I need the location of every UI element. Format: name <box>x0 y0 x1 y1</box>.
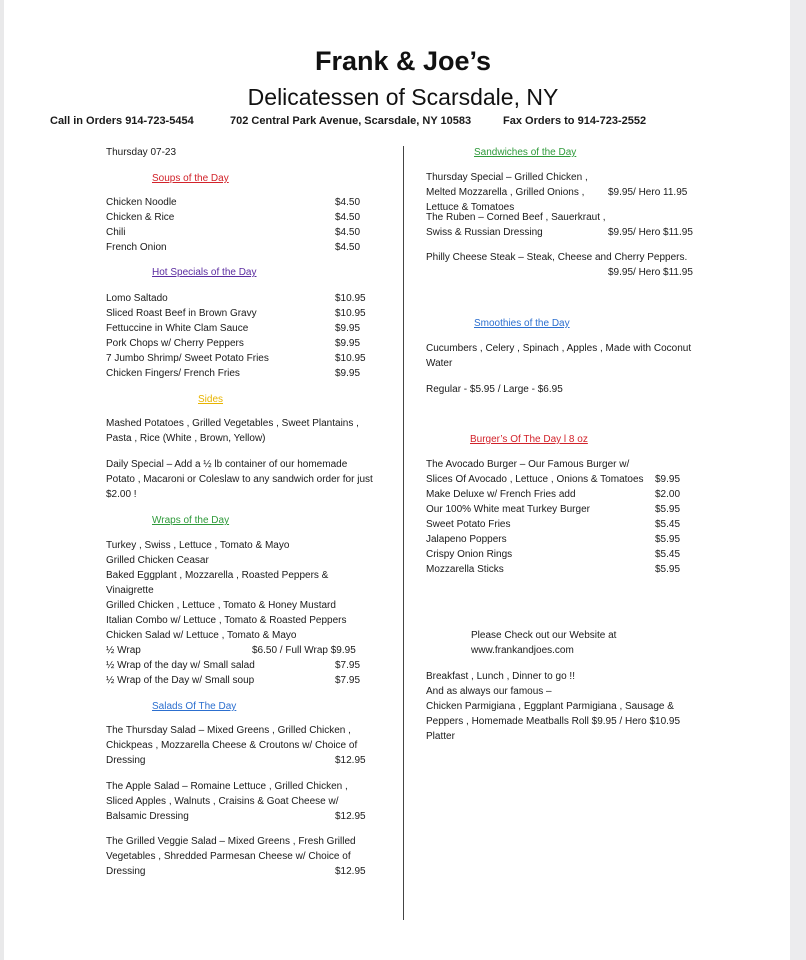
call-in-orders: Call in Orders 914-723-5454 <box>50 115 194 127</box>
special-price: $9.95 <box>335 368 361 379</box>
sandwich-item: Philly Cheese Steak – Steak, Cheese and Cherry Peppers. <box>426 252 688 263</box>
special-price: $10.95 <box>335 353 366 364</box>
footer-line: And as always our famous – <box>426 686 552 697</box>
special-item: Sliced Roast Beef in Brown Gravy <box>106 308 257 319</box>
sandwich-price: $9.95/ Hero 11.95 <box>608 187 688 198</box>
website-prompt: Please Check out our Website at <box>471 630 617 641</box>
page-edge <box>790 0 806 960</box>
burger-price: $5.95 <box>655 564 681 575</box>
burger-item: Mozzarella Sticks <box>426 564 504 575</box>
salad-item: The Grilled Veggie Salad – Mixed Greens , Fresh Grilled Vegetables , Shredded Parmesan Cheese w/ Choice of Dressing <box>106 836 356 877</box>
smoothies-price: Regular - $5.95 / Large - $6.95 <box>426 384 563 395</box>
salad-price: $12.95 <box>335 811 366 822</box>
wrap-item: Grilled Chicken , Lettuce , Tomato & Honey Mustard <box>106 600 336 611</box>
burger-price: $5.45 <box>655 519 681 530</box>
burger-item: Jalapeno Poppers <box>426 534 507 545</box>
wrap-item: Grilled Chicken Ceasar <box>106 555 209 566</box>
half-wrap-label: ½ Wrap <box>106 645 141 656</box>
special-item: Pork Chops w/ Cherry Peppers <box>106 338 244 349</box>
burger-price: $5.95 <box>655 534 681 545</box>
special-item: 7 Jumbo Shrimp/ Sweet Potato Fries <box>106 353 269 364</box>
salads-heading: Salads Of The Day <box>152 701 237 712</box>
soup-item: Chicken & Rice <box>106 212 175 223</box>
special-price: $9.95 <box>335 323 361 334</box>
half-wrap-price: $6.50 / Full Wrap $9.95 <box>252 645 356 656</box>
wrap-item: Italian Combo w/ Lettuce , Tomato & Roasted Peppers <box>106 615 347 626</box>
wraps-heading: Wraps of the Day <box>152 515 230 526</box>
wrap-item: Baked Eggplant , Mozzarella , Roasted Peppers & Vinaigrette <box>106 570 329 596</box>
special-price: $10.95 <box>335 293 366 304</box>
wrap-salad-combo: ½ Wrap of the day w/ Small salad <box>106 660 255 671</box>
burger-item: Make Deluxe w/ French Fries add <box>426 489 576 500</box>
special-item: Chicken Fingers/ French Fries <box>106 368 240 379</box>
sandwiches-heading: Sandwiches of the Day <box>474 147 577 158</box>
burger-price: $2.00 <box>655 489 681 500</box>
sides-text: Mashed Potatoes , Grilled Vegetables , Sweet Plantains , Pasta , Rice (White , Brown, Yellow) <box>106 418 359 444</box>
special-item: Lomo Saltado <box>106 293 168 304</box>
column-divider <box>403 146 404 920</box>
burger-item: Sweet Potato Fries <box>426 519 511 530</box>
special-price: $10.95 <box>335 308 366 319</box>
soups-heading: Soups of the Day <box>152 173 229 184</box>
salad-item: The Thursday Salad – Mixed Greens , Grilled Chicken , Chickpeas , Mozzarella Cheese & Croutons w/ Choice of Dressing <box>106 725 358 766</box>
special-price: $9.95 <box>335 338 361 349</box>
sandwich-item: The Ruben – Corned Beef , Sauerkraut , Swiss & Russian Dressing <box>426 212 606 238</box>
burger-item: The Avocado Burger – Our Famous Burger w/ Slices Of Avocado , Lettuce , Onions & Tomatoes <box>426 459 644 485</box>
sides-heading: Sides <box>198 394 224 405</box>
burger-price: $5.95 <box>655 504 681 515</box>
salad-price: $12.95 <box>335 866 366 877</box>
salad-item: The Apple Salad – Romaine Lettuce , Grilled Chicken , Sliced Apples , Walnuts , Craisins & Goat Cheese w/ Balsamic Dressing <box>106 781 348 822</box>
smoothies-text: Cucumbers , Celery , Spinach , Apples , Made with Coconut Water <box>426 343 692 369</box>
hot-specials-heading: Hot Specials of the Day <box>152 267 257 278</box>
soup-item: Chili <box>106 227 126 238</box>
soup-item: Chicken Noodle <box>106 197 177 208</box>
burgers-heading: Burger’s Of The Day l 8 oz <box>470 434 588 445</box>
restaurant-subtitle: Delicatessen of Scarsdale, NY <box>247 84 559 110</box>
special-item: Fettuccine in White Clam Sauce <box>106 323 249 334</box>
footer-text: Chicken Parmigiana , Eggplant Parmigiana , Sausage & Peppers , Homemade Meatballs Roll $9.95 / Hero $10.95 Platter <box>426 701 681 742</box>
soup-price: $4.50 <box>335 242 361 253</box>
burger-price: $5.45 <box>655 549 681 560</box>
address: 702 Central Park Avenue, Scarsdale, NY 10583 <box>230 115 472 127</box>
restaurant-name: Frank & Joe’s <box>314 46 492 76</box>
wrap-soup-price: $7.95 <box>335 675 361 686</box>
burger-item: Our 100% White meat Turkey Burger <box>426 504 590 515</box>
soup-price: $4.50 <box>335 227 361 238</box>
soup-item: French Onion <box>106 242 167 253</box>
wrap-soup-combo: ½ Wrap of the Day w/ Small soup <box>106 675 255 686</box>
footer-line: Breakfast , Lunch , Dinner to go !! <box>426 671 575 682</box>
sandwich-price: $9.95/ Hero $11.95 <box>608 267 693 278</box>
burger-price: $9.95 <box>655 474 681 485</box>
sandwich-price: $9.95/ Hero $11.95 <box>608 227 693 238</box>
salad-price: $12.95 <box>335 755 366 766</box>
wrap-item: Chicken Salad w/ Lettuce , Tomato & Mayo <box>106 630 297 641</box>
wrap-salad-price: $7.95 <box>335 660 361 671</box>
soup-price: $4.50 <box>335 197 361 208</box>
fax-orders: Fax Orders to 914-723-2552 <box>503 115 647 127</box>
smoothies-heading: Smoothies of the Day <box>474 318 570 329</box>
burger-item: Crispy Onion Rings <box>426 549 513 560</box>
menu-date: Thursday 07-23 <box>106 147 177 158</box>
wrap-item: Turkey , Swiss , Lettuce , Tomato & Mayo <box>106 540 290 551</box>
sandwich-item: Thursday Special – Grilled Chicken , Melted Mozzarella , Grilled Onions , Lettuce & Tomatoes <box>426 172 588 213</box>
website-url: www.frankandjoes.com <box>471 645 574 656</box>
daily-special-text: Daily Special – Add a ½ lb container of our homemade Potato , Macaroni or Coleslaw to any sandwich order for just $2.00 ! <box>106 459 373 500</box>
soup-price: $4.50 <box>335 212 361 223</box>
